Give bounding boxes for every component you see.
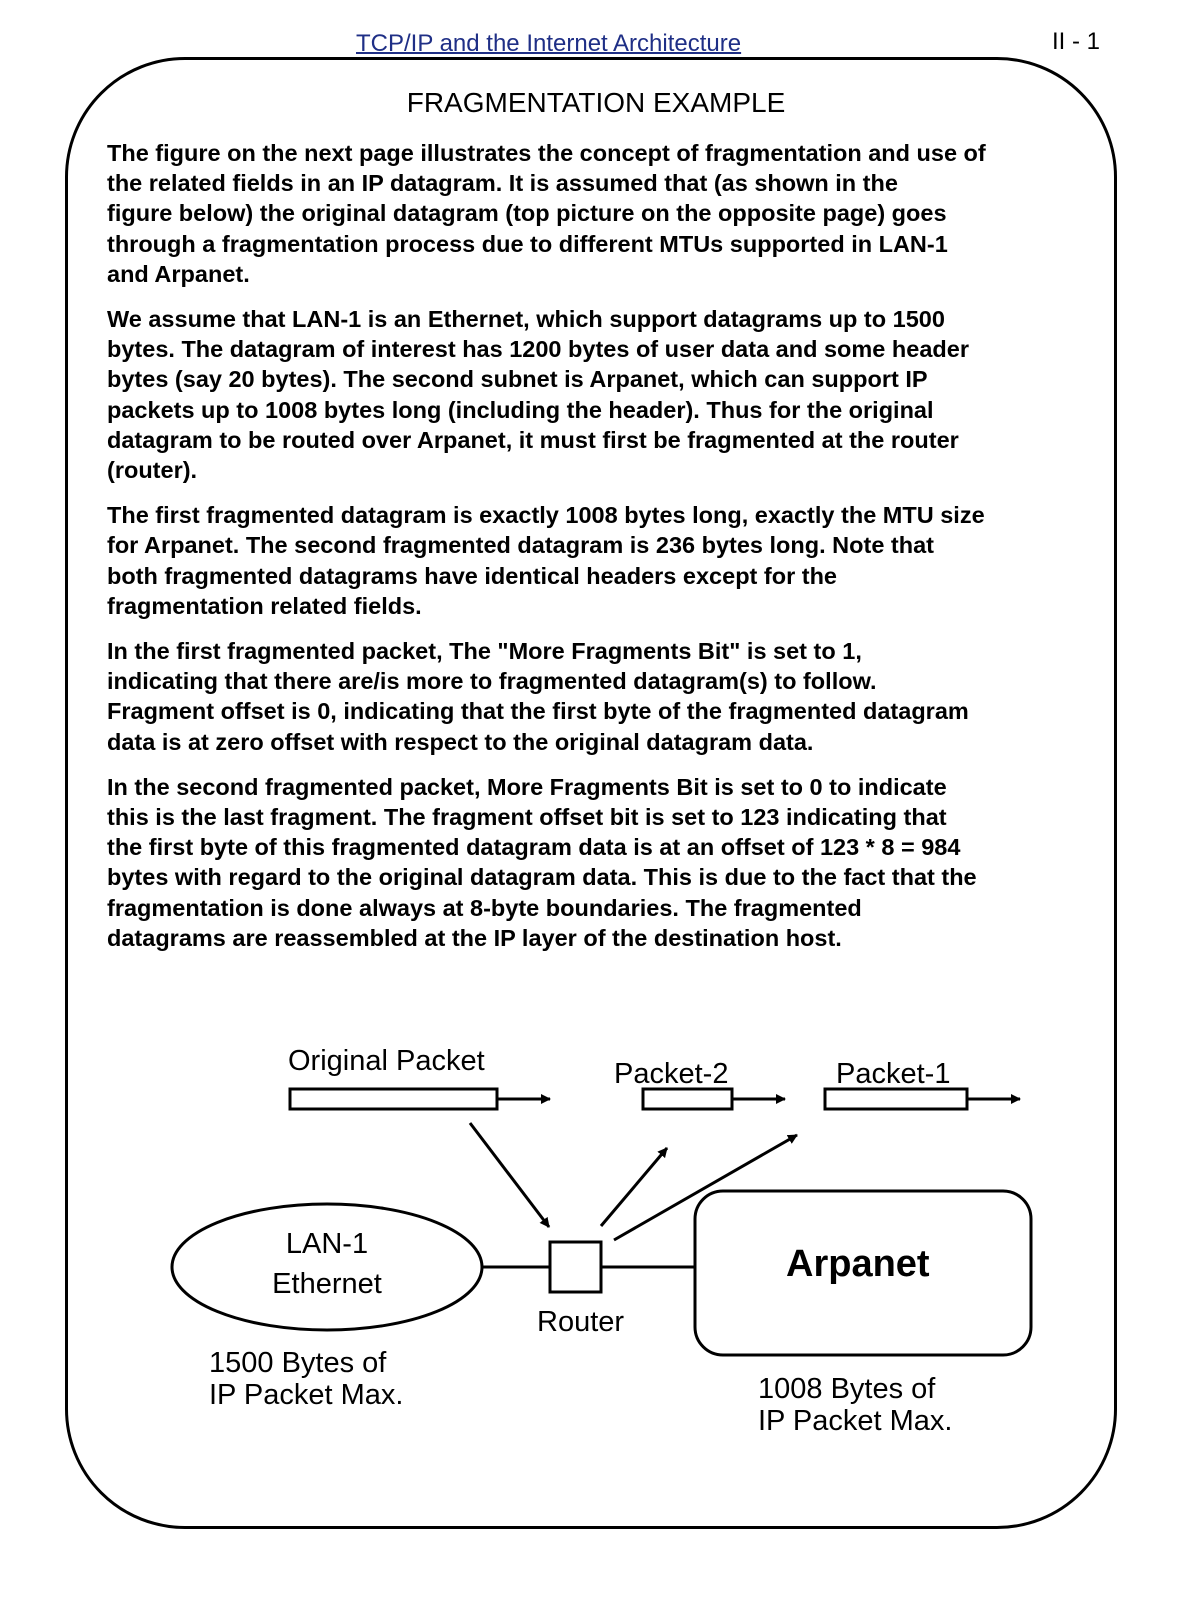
original-packet-bar (290, 1089, 497, 1109)
original-packet-label: Original Packet (288, 1045, 485, 1077)
paragraph-2: We assume that LAN-1 is an Ethernet, which support datagrams up to 1500 bytes. The datagram of interest has 1200 bytes of user data and some header bytes (say 20 bytes). The second subnet is Arpanet, which can support IP packets up to 1008 bytes long (including the header). Thus for the original datagram to be routed over Arpanet, it must first be fragmented at the router (router). (107, 306, 969, 484)
router-label: Router (537, 1306, 625, 1338)
packet-1-label: Packet-1 (836, 1058, 951, 1090)
page-number: II - 1 (1052, 28, 1101, 55)
packet-1-bar (825, 1089, 967, 1109)
lan-1-label (247, 1228, 407, 1300)
arrow-to-router (470, 1123, 549, 1227)
arpanet-capacity-line-1: 1008 Bytes of (758, 1373, 936, 1405)
packet-2-label: Packet-2 (614, 1058, 729, 1090)
paragraph-4: In the first fragmented packet, The "More Fragments Bit" is set to 1, indicating that there are/is more to fragmented datagram(s) to follow. Fragment offset is 0, indicating that the first byte of the fragmented datagram data is at zero offset with respect to the original datagram data. (107, 638, 969, 755)
router-box (550, 1242, 601, 1292)
paragraph-5: In the second fragmented packet, More Fragments Bit is set to 0 to indicate this is the last fragment. The fragment offset bit is set to 123 indicating that the first byte of this fragmented datagram data is at an offset of 123 * 8 = 984 bytes with regard to the original datagram data. This is due to the fact that the fragmentation is done always at 8-byte boundaries. The fragmented datagrams are reassembled at the IP layer of the destination host. (107, 773, 977, 951)
arpanet-label: Arpanet (786, 1243, 930, 1285)
paragraph-3: The first fragmented datagram is exactly 1008 bytes long, exactly the MTU size for Arpanet. The second fragmented datagram is 236 bytes long. Note that both fragmented datagrams have identical headers except for the fragmentation related fields. (107, 502, 985, 619)
lan-1-name: LAN-1 (285, 1228, 369, 1260)
lan-1-type: Ethernet (272, 1268, 382, 1300)
lan-capacity-label (209, 1347, 404, 1411)
document-header-title: TCP/IP and the Internet Architecture (356, 30, 742, 57)
lan-capacity-line-1: 1500 Bytes of (209, 1347, 387, 1379)
arpanet-capacity-label (758, 1373, 953, 1437)
arpanet-capacity-line-2: IP Packet Max. (758, 1405, 953, 1437)
slide-title-text: FRAGMENTATION EXAMPLE (406, 87, 786, 118)
packet-2-bar (643, 1089, 732, 1109)
paragraph-1: The figure on the next page illustrates the concept of fragmentation and use of the related fields in an IP datagram. It is assumed that (as shown in the figure below) the original datagram (top picture on the opposite page) goes through a fragmentation process due to different MTUs supported in LAN-1 and Arpanet. (107, 140, 986, 287)
lan-capacity-line-2: IP Packet Max. (209, 1379, 404, 1411)
